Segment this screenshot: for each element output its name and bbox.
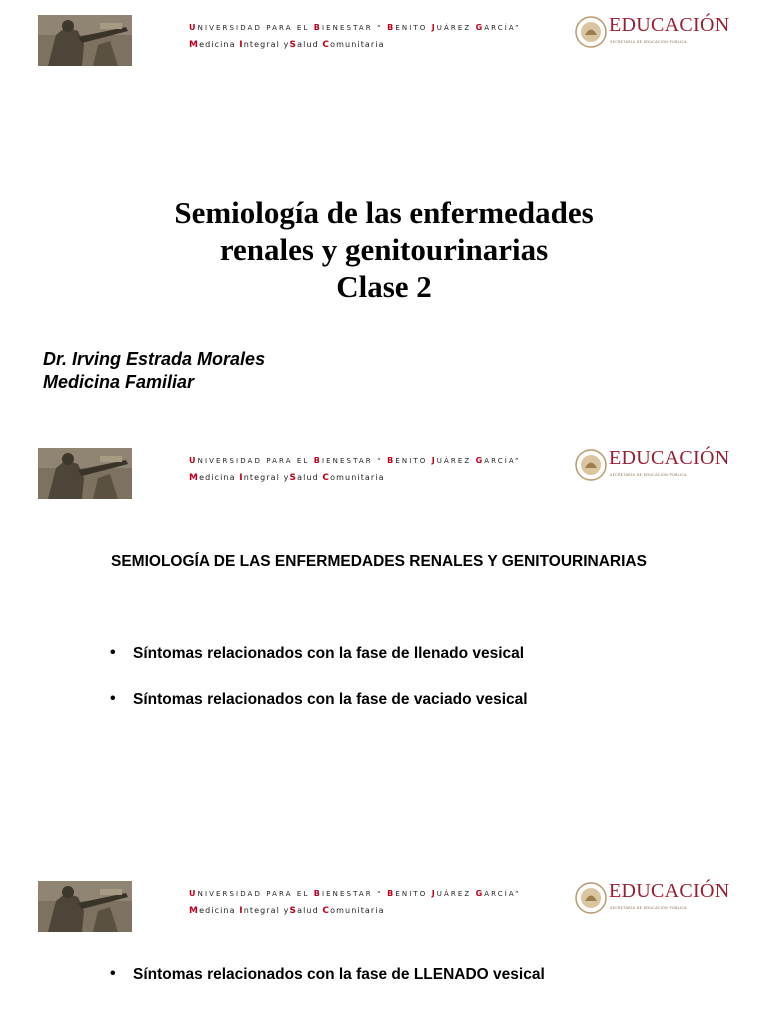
slide-1 xyxy=(0,0,768,433)
mural-logo-icon xyxy=(38,448,132,499)
national-seal-icon xyxy=(575,16,607,48)
secretaria-text: SECRETARÍA DE EDUCACIÓN PÚBLICA xyxy=(610,906,687,910)
slide-3 xyxy=(0,866,768,1024)
education-logo-text: EDUCACIÓN xyxy=(609,14,730,36)
national-seal-icon xyxy=(575,449,607,481)
slide-header xyxy=(0,433,768,513)
bullet-list xyxy=(110,966,545,1012)
program-name: Medicina Integral ySalud Comunitaria xyxy=(189,40,385,50)
slide-heading: SEMIOLOGÍA DE LAS ENFERMEDADES RENALES Y GENITOURINARIAS xyxy=(111,553,647,570)
mural-logo-icon xyxy=(38,15,132,66)
author-specialty: Medicina Familiar xyxy=(43,372,195,392)
university-name: UNIVERSIDAD PARA EL BIENESTAR “ BENITO JUÁREZ GARCÍA” xyxy=(189,889,521,898)
program-name: Medicina Integral ySalud Comunitaria xyxy=(189,473,385,483)
title-line: renales y genitourinarias xyxy=(219,232,549,267)
university-name: UNIVERSIDAD PARA EL BIENESTAR “ BENITO JUÁREZ GARCÍA” xyxy=(189,456,521,465)
presentation-title xyxy=(0,194,768,305)
title-line: Semiología de las enfermedades xyxy=(174,195,594,230)
list-item: • Síntomas relacionados con la fase de llenado vesical xyxy=(110,645,528,691)
secretaria-text: SECRETARÍA DE EDUCACIÓN PÚBLICA xyxy=(610,40,687,44)
university-name: UNIVERSIDAD PARA EL BIENESTAR “ BENITO JUÁREZ GARCÍA” xyxy=(189,23,521,32)
slide-header xyxy=(0,866,768,946)
national-seal-icon xyxy=(575,882,607,914)
author-name: Dr. Irving Estrada Morales xyxy=(43,349,266,369)
mural-logo-icon xyxy=(38,881,132,932)
slide-2 xyxy=(0,433,768,866)
author-block xyxy=(43,348,265,394)
secretaria-text: SECRETARÍA DE EDUCACIÓN PÚBLICA xyxy=(610,473,687,477)
list-item: • Síntomas relacionados con la fase de vaciado vesical xyxy=(110,691,528,737)
education-logo-text: EDUCACIÓN xyxy=(609,880,730,902)
bullet-list xyxy=(110,645,528,737)
list-item: • Síntomas relacionados con la fase de LLENADO vesical xyxy=(110,966,545,1012)
title-line: Clase 2 xyxy=(336,269,432,304)
education-logo-text: EDUCACIÓN xyxy=(609,447,730,469)
program-name: Medicina Integral ySalud Comunitaria xyxy=(189,906,385,916)
slide-header xyxy=(0,0,768,80)
